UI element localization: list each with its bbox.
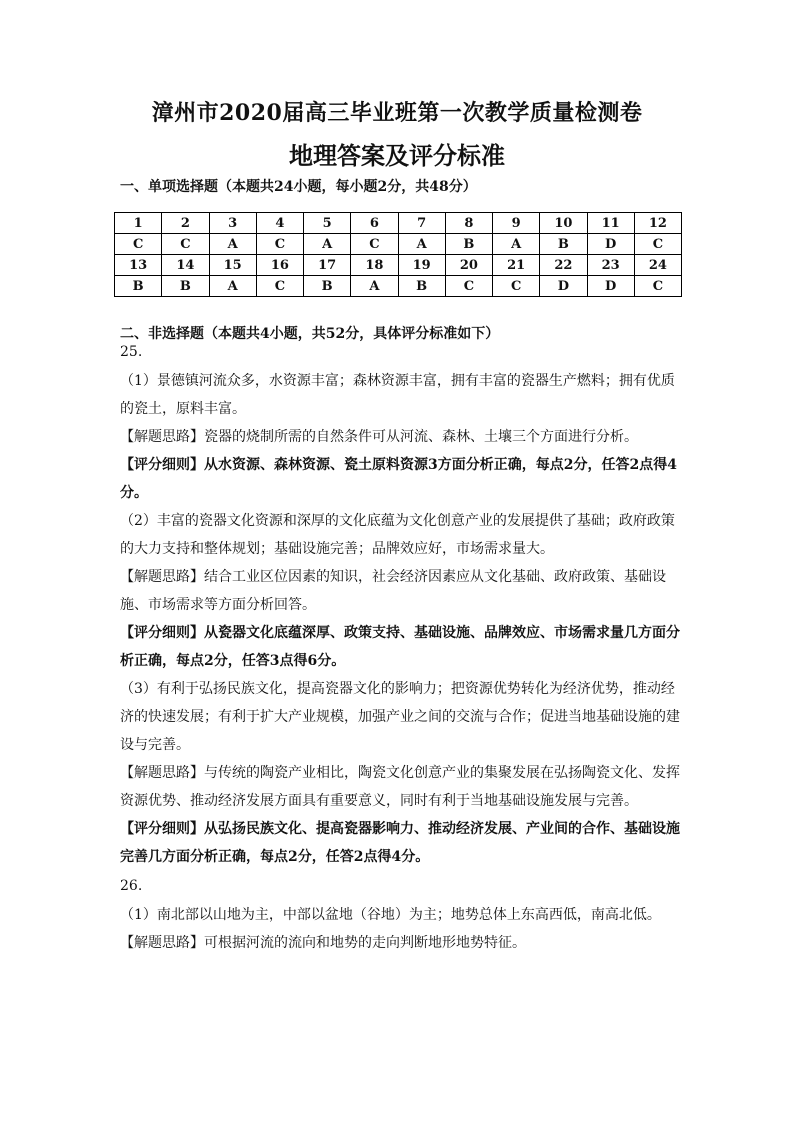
question-26-number: 26.: [120, 878, 143, 894]
question-25-number: 25.: [120, 344, 143, 360]
table-row-answers: [115, 234, 682, 255]
table-row-question-numbers: [115, 213, 682, 234]
q25-answer-3: （3）有利于弘扬民族文化，提高瓷器文化的影响力；把资源优势转化为经济优势，推动经济的快速发展；有利于扩大产业规模，加强产业之间的交流与合作；促进当地基础设施的建设与完善。: [120, 681, 680, 753]
table-cell: C: [493, 276, 540, 297]
table-cell: 1: [115, 213, 162, 234]
table-cell: B: [115, 276, 162, 297]
table-cell: 19: [398, 255, 445, 276]
table-cell: 12: [634, 213, 681, 234]
table-cell: D: [587, 276, 634, 297]
table-cell: 3: [209, 213, 256, 234]
table-cell: A: [398, 234, 445, 255]
table-cell: 23: [587, 255, 634, 276]
table-cell: 2: [162, 213, 209, 234]
table-cell: C: [634, 234, 681, 255]
table-cell: C: [162, 234, 209, 255]
table-cell: 10: [540, 213, 587, 234]
q25-scoring-1: 【评分细则】从水资源、森林资源、瓷土原料资源3方面分析正确，每点2分，任答2点得4分。: [120, 457, 677, 501]
table-cell: A: [304, 234, 351, 255]
q25-answer-2: （2）丰富的瓷器文化资源和深厚的文化底蕴为文化创意产业的发展提供了基础；政府政策的大力支持和整体规划；基础设施完善；品牌效应好，市场需求量大。: [120, 513, 675, 557]
table-cell: 21: [493, 255, 540, 276]
answer-body: [120, 341, 680, 957]
table-cell: 15: [209, 255, 256, 276]
table-cell: C: [256, 276, 303, 297]
table-row-answers: [115, 276, 682, 297]
table-cell: C: [351, 234, 398, 255]
q25-scoring-3: 【评分细则】从弘扬民族文化、提高瓷器影响力、推动经济发展、产业间的合作、基础设施完善几方面分析正确，每点2分，任答2点得4分。: [120, 821, 680, 865]
table-cell: 17: [304, 255, 351, 276]
table-cell: A: [209, 234, 256, 255]
q25-thinking-3: 【解题思路】与传统的陶瓷产业相比，陶瓷文化创意产业的集聚发展在弘扬陶瓷文化、发挥资源优势、推动经济发展方面具有重要意义，同时有利于当地基础设施发展与完善。: [120, 765, 680, 809]
table-cell: A: [493, 234, 540, 255]
table-cell: 13: [115, 255, 162, 276]
table-cell: 22: [540, 255, 587, 276]
q25-scoring-2: 【评分细则】从瓷器文化底蕴深厚、政策支持、基础设施、品牌效应、市场需求量几方面分析正确，每点2分，任答3点得6分。: [120, 625, 680, 669]
table-cell: D: [540, 276, 587, 297]
table-cell: 7: [398, 213, 445, 234]
table-row-question-numbers: [115, 255, 682, 276]
table-cell: A: [351, 276, 398, 297]
table-cell: C: [115, 234, 162, 255]
table-cell: A: [209, 276, 256, 297]
table-cell: 5: [304, 213, 351, 234]
table-cell: 24: [634, 255, 681, 276]
table-cell: 11: [587, 213, 634, 234]
table-cell: C: [445, 276, 492, 297]
table-cell: B: [445, 234, 492, 255]
q25-thinking-2: 【解题思路】结合工业区位因素的知识，社会经济因素应从文化基础、政府政策、基础设施、市场需求等方面分析回答。: [120, 569, 666, 613]
document-subtitle: 地理答案及评分标准: [289, 141, 505, 170]
document-title: 漳州市2020届高三毕业班第一次教学质量检测卷: [151, 100, 643, 126]
section1-heading: 一、单项选择题（本题共24小题，每小题2分，共48分）: [120, 179, 477, 195]
table-cell: 4: [256, 213, 303, 234]
table-cell: 8: [445, 213, 492, 234]
answer-table: [114, 212, 682, 297]
table-cell: D: [587, 234, 634, 255]
q25-thinking-1: 【解题思路】瓷器的烧制所需的自然条件可从河流、森林、土壤三个方面进行分析。: [120, 429, 638, 445]
table-cell: C: [634, 276, 681, 297]
table-cell: B: [162, 276, 209, 297]
q26-answer-1: （1）南北部以山地为主，中部以盆地（谷地）为主；地势总体上东高西低，南高北低。: [120, 907, 661, 923]
table-cell: 14: [162, 255, 209, 276]
table-cell: 6: [351, 213, 398, 234]
table-cell: 18: [351, 255, 398, 276]
table-cell: B: [398, 276, 445, 297]
q25-answer-1: （1）景德镇河流众多，水资源丰富；森林资源丰富，拥有丰富的瓷器生产燃料；拥有优质的瓷土，原料丰富。: [120, 373, 675, 417]
table-cell: C: [256, 234, 303, 255]
table-cell: B: [304, 276, 351, 297]
table-cell: 20: [445, 255, 492, 276]
section2-heading: 二、非选择题（本题共4小题，共52分，具体评分标准如下）: [120, 326, 500, 342]
q26-thinking-1: 【解题思路】可根据河流的流向和地势的走向判断地形地势特征。: [120, 935, 526, 951]
table-cell: B: [540, 234, 587, 255]
table-cell: 9: [493, 213, 540, 234]
table-cell: 16: [256, 255, 303, 276]
